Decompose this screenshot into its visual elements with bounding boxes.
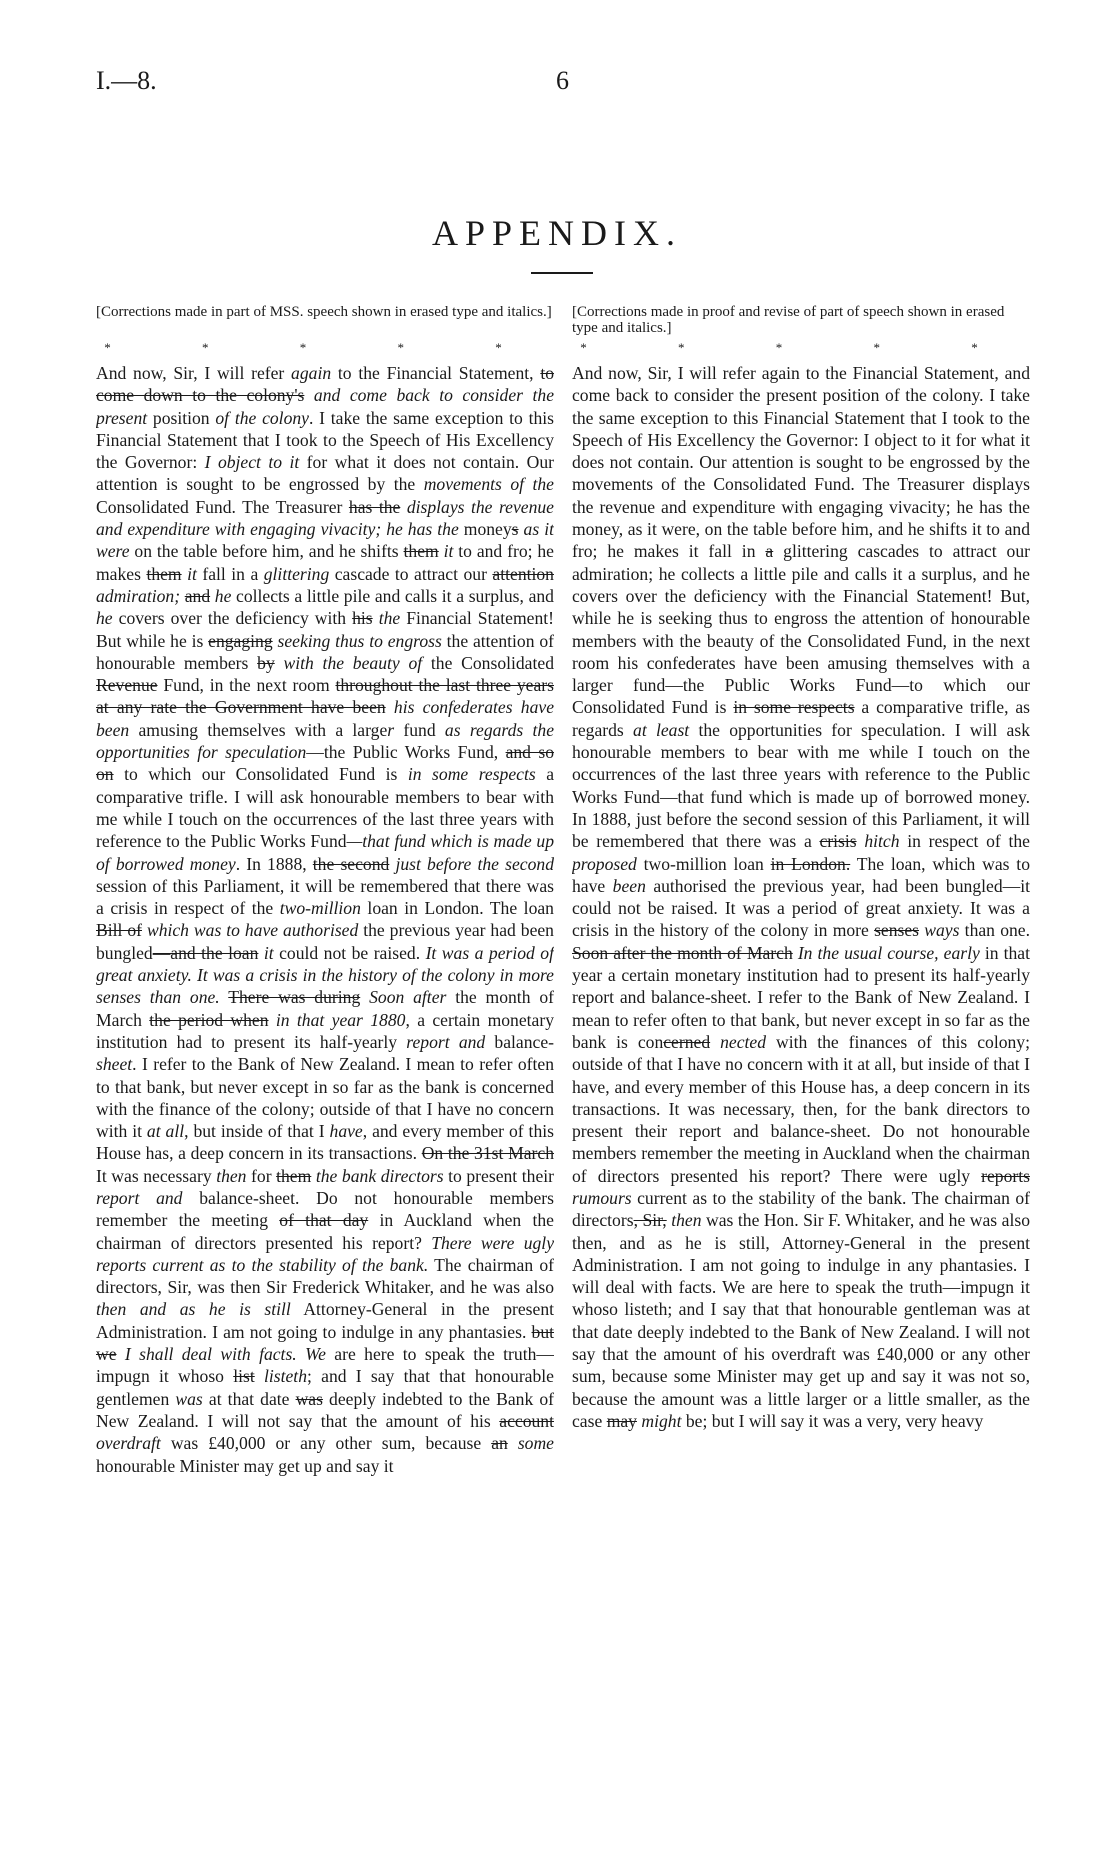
speech-text-segment: for bbox=[246, 1165, 277, 1186]
speech-text-segment: the Consolidated bbox=[422, 652, 554, 673]
italic-correction: he bbox=[96, 608, 113, 629]
italic-correction: and come back to consider the present bbox=[96, 385, 554, 428]
erased-text: Revenue bbox=[96, 675, 158, 696]
speech-text-segment bbox=[117, 1344, 125, 1364]
erased-text: his bbox=[352, 608, 373, 629]
italic-correction: was bbox=[175, 1388, 203, 1409]
italic-correction: rumours bbox=[572, 1187, 632, 1208]
italic-correction: his confederates have been bbox=[96, 697, 554, 740]
speech-text-segment: Financial Statement! But while he is bbox=[96, 608, 554, 651]
erased-text: senses bbox=[874, 920, 920, 941]
italic-correction: been bbox=[612, 875, 646, 896]
speech-text-segment: position bbox=[147, 407, 216, 428]
speech-text-segment: in that year a certain monetary institution had to present its half-yearly report and balance-sheet. I refer to the Bank of New Zealand. I mean to refer often to that bank, but never except in so far as the bank is con bbox=[572, 942, 1030, 1052]
speech-text-segment: . I refer to the Bank of New Zealand. I mean to refer often to that bank, but never except in so far as the bank is concerned with the finance of the colony; outside of that I have no concern with it bbox=[96, 1054, 554, 1142]
title-rule bbox=[531, 272, 593, 274]
italic-correction: nected bbox=[720, 1031, 767, 1052]
italic-correction: at all bbox=[146, 1121, 185, 1142]
speech-text-segment: Fund, in the next room bbox=[157, 675, 336, 696]
italic-correction: report and bbox=[96, 1187, 183, 1208]
erased-text: engaging bbox=[208, 630, 273, 651]
italic-correction: In the usual course, early bbox=[797, 942, 980, 963]
speech-text-segment: , and every member of this House has, a deep concern in its transactions. bbox=[96, 1121, 554, 1164]
erased-text: list bbox=[233, 1366, 255, 1387]
speech-text-segment: fall in a bbox=[196, 563, 264, 584]
erased-text: the second bbox=[312, 853, 390, 874]
speech-text-segment: current as to the stability of the bank. The chairman of directors bbox=[572, 1187, 1030, 1231]
speech-text-segment bbox=[360, 987, 369, 1007]
speech-text-segment: loan in London. The loan bbox=[360, 898, 554, 919]
italic-correction: Soon after bbox=[369, 987, 447, 1008]
italic-correction: It was a period of great anxiety. It was a crisis in the history of the colony in more senses than one. bbox=[96, 942, 554, 1008]
erased-text: them bbox=[276, 1165, 312, 1186]
erased-text: has the bbox=[348, 496, 401, 517]
erased-text: attention bbox=[492, 563, 554, 584]
appendix-title: APPENDIX. bbox=[431, 213, 682, 253]
italic-correction: r bbox=[387, 719, 395, 740]
erased-text: account bbox=[499, 1410, 554, 1431]
erased-text: in London. bbox=[770, 853, 851, 874]
speech-text-segment: . I take the same exception to this Financial Statement that I took to the Speech of His Excellency the Governor: bbox=[96, 407, 554, 473]
italic-correction: hitch bbox=[864, 831, 900, 852]
speech-text-segment: in respect of the bbox=[899, 831, 1030, 852]
speech-text-segment bbox=[220, 987, 229, 1007]
speech-text-segment: was the Hon. Sir F. Whitaker, and he was also then, and as he is still, Attorney-General in the present Administration. I am not going to indulge in any phantasies. I will deal with facts. We are here to speak the truth—impugn it whoso listeth; and I say that that honourable gentleman was at that date deeply indebted to the Bank of New Zealand. I will not say that the amount of his overdraft was £40,000 or any other sum, because some Minister may get up and say it was not so, because the amount was a little larger or a little smaller, as the case bbox=[572, 1210, 1030, 1431]
speech-text-segment: the opportunities for speculation. I will ask honourable members to bear with me while I touch on the occurrences of the last three years with reference to the Public Works Fund—that fund which is made up of borrowed money. In 1888, just before the second session of this Parliament, it will be remembered that there was a bbox=[572, 719, 1030, 852]
italic-correction: in that year 1880 bbox=[275, 1009, 406, 1030]
erased-text: Soon after the month of March bbox=[572, 942, 793, 963]
italic-correction: as regards the opportunities for speculation bbox=[96, 719, 554, 763]
speech-text-segment: to which our Consolidated Fund is bbox=[113, 764, 408, 785]
italic-correction: at least bbox=[633, 719, 690, 740]
italic-correction: in some respects bbox=[407, 764, 536, 785]
speech-text-segment: in Auckland when the chairman of directors presented his report? bbox=[96, 1210, 554, 1253]
speech-text-segment: a comparative trifle. I will ask honourable members to bear with me while I touch on the occurrences of the last three years with reference to the Public Works Fund bbox=[96, 764, 554, 852]
erased-text: of that day bbox=[279, 1210, 369, 1231]
speech-text-segment: the month of March bbox=[96, 987, 554, 1030]
erased-text: but we bbox=[96, 1321, 554, 1365]
speech-text-segment: It was necessary bbox=[96, 1165, 217, 1186]
right-column-asterisks: * * * * * bbox=[580, 340, 1022, 355]
italic-correction: have bbox=[329, 1121, 363, 1142]
italic-correction: ways bbox=[924, 920, 960, 941]
speech-text-segment: could not be raised. bbox=[273, 942, 426, 963]
italic-correction: might bbox=[641, 1410, 682, 1431]
italic-correction: with the beauty of bbox=[283, 652, 423, 673]
erased-text: —and the loan bbox=[152, 942, 259, 963]
italic-correction: overdraft bbox=[96, 1433, 161, 1454]
italic-correction: it bbox=[187, 563, 197, 584]
speech-text-segment: collects a little pile and calls it a surplus, and bbox=[231, 585, 554, 606]
speech-text-segment: two-million loan bbox=[636, 853, 771, 874]
erased-text: a bbox=[765, 541, 774, 562]
speech-text-segment: glittering cascades to attract our admiration; he collects a little pile and calls it a surplus, and he covers over the deficiency with the Financial Statement! But, while he is seeking thus to engross the attention of honourable members with the beauty of the Consolidated Fund, in the next room his confederates have been amusing themselves with a larger fund—the Public Works Fund—to which our Consolidated Fund is bbox=[572, 541, 1030, 718]
erased-text: the period when bbox=[149, 1009, 269, 1030]
erased-text: Bill of bbox=[96, 920, 142, 941]
left-column-asterisks: * * * * * bbox=[104, 340, 546, 355]
italic-correction: movements of the bbox=[423, 474, 554, 495]
right-column-note: [Corrections made in proof and revise of part of speech shown in erased type and italics.] bbox=[572, 304, 1005, 336]
speech-text-segment: are here to speak the truth—impugn it whoso bbox=[96, 1344, 554, 1387]
speech-text-segment: the previous year had been bungled bbox=[96, 920, 554, 963]
erased-text: reports bbox=[981, 1165, 1030, 1186]
erased-text: On the 31st March bbox=[421, 1143, 554, 1164]
italic-correction: as it were bbox=[96, 519, 554, 562]
italic-correction: it bbox=[443, 541, 454, 562]
erased-text: throughout the last three years at any rate the Government have been bbox=[96, 675, 554, 718]
italic-correction: just before the second bbox=[395, 853, 554, 874]
page-number: 6 bbox=[556, 66, 569, 95]
speech-text-segment: money bbox=[458, 519, 512, 540]
erased-text: s bbox=[511, 519, 519, 540]
italic-correction: proposed bbox=[572, 853, 637, 874]
speech-text-segment bbox=[275, 653, 284, 673]
erased-text: There was during bbox=[228, 987, 361, 1008]
speech-text-segment: And now, Sir, I will refer bbox=[96, 363, 292, 383]
speech-text-segment bbox=[508, 1433, 518, 1453]
right-column-proof-speech bbox=[572, 304, 1030, 1816]
italic-correction: then bbox=[216, 1165, 247, 1186]
erased-text: by bbox=[257, 652, 275, 673]
speech-text-segment: , a certain monetary institution had to present its half-yearly bbox=[96, 1009, 554, 1052]
speech-text-segment bbox=[304, 385, 314, 405]
erased-text: cerned bbox=[663, 1031, 711, 1052]
italic-correction: There were ugly reports current as to the stability of the bank. bbox=[96, 1232, 554, 1275]
speech-text-segment bbox=[255, 1366, 264, 1386]
speech-text-segment: . In 1888, bbox=[235, 853, 313, 874]
speech-text-segment: than one. bbox=[959, 920, 1030, 941]
speech-text-segment: on the table before him, and he shifts bbox=[129, 541, 404, 562]
erased-text: and so on bbox=[96, 742, 554, 785]
speech-text-segment: ; and I say that that honourable gentlemen bbox=[96, 1366, 554, 1409]
erased-text: them bbox=[146, 563, 182, 584]
parliamentary-paper-reference: I.—8. bbox=[96, 66, 157, 95]
speech-text-segment: Attorney-General in the present Administration. I am not going to indulge in any phantasies. bbox=[96, 1299, 554, 1342]
erased-text: was bbox=[295, 1388, 323, 1409]
italic-correction: the bank directors bbox=[315, 1165, 444, 1186]
italic-correction: which was to have authorised bbox=[146, 920, 359, 941]
speech-text-segment: honourable Minister may get up and say it bbox=[96, 1455, 394, 1476]
italic-correction: I object to it bbox=[204, 452, 300, 473]
speech-text-segment: be; but I will say it was a very, very heavy bbox=[681, 1410, 984, 1431]
erased-text: may bbox=[606, 1410, 637, 1431]
italic-correction: admiration; bbox=[96, 585, 181, 606]
speech-text-segment: to and fro; he makes bbox=[96, 541, 554, 584]
italic-correction: the bbox=[378, 608, 401, 629]
speech-text-segment: —the Public Works Fund, bbox=[306, 742, 506, 763]
italic-correction: displays the revenue and expenditure with engaging vivacity; he has the bbox=[96, 496, 554, 540]
italic-correction: seeking thus to engross bbox=[277, 630, 442, 651]
speech-text-segment: Consolidated Fund. The Treasurer bbox=[96, 496, 349, 517]
erased-text: in some respects bbox=[733, 697, 855, 718]
speech-text-segment: cascade to attract our bbox=[329, 563, 493, 584]
speech-text-segment: covers over the deficiency with bbox=[112, 608, 353, 629]
speech-text-segment bbox=[269, 1010, 276, 1030]
italic-correction: glittering bbox=[263, 563, 330, 584]
speech-text-segment: balance- bbox=[485, 1031, 554, 1052]
italic-correction: he bbox=[214, 585, 232, 606]
speech-text-segment: fund bbox=[394, 719, 445, 740]
speech-text-segment: session of this Parliament, it will be remembered that there was a crisis in respect of the bbox=[96, 875, 554, 919]
italic-correction: of the colony bbox=[215, 407, 309, 428]
italic-correction: it bbox=[263, 942, 274, 963]
left-column-mss-speech bbox=[96, 304, 554, 1816]
speech-text-segment: deeply indebted to the Bank of New Zealand. I will not say that the amount of his bbox=[96, 1388, 554, 1431]
speech-text-segment bbox=[710, 1032, 720, 1052]
left-column-speech-text bbox=[96, 362, 554, 1816]
left-column-note: [Corrections made in part of MSS. speech shown in erased type and italics.] bbox=[96, 304, 552, 320]
speech-text-segment: was £40,000 or any other sum, because bbox=[160, 1433, 492, 1454]
speech-text-segment: amusing themselves with a large bbox=[129, 719, 388, 740]
italic-correction: again bbox=[291, 363, 332, 383]
erased-text: an bbox=[491, 1433, 508, 1454]
speech-text-segment: to present their bbox=[443, 1165, 554, 1186]
italic-correction: some bbox=[517, 1433, 554, 1454]
italic-correction: then bbox=[671, 1210, 702, 1231]
italic-correction: listeth bbox=[263, 1366, 307, 1387]
speech-text-segment: The loan, which was to have bbox=[572, 853, 1030, 896]
speech-text-segment: , but inside of that I bbox=[184, 1121, 330, 1142]
speech-text-segment: with the finances of this colony; outside of that I have no concern with it at all, but inside of that I have, and every member of this House has, a deep concern in its transactions. It was necessary, then, for the bank directors to present their report and balance-sheet. Do not honourable members remember the meeting in Auckland when the chairman of directors presented his report? There were ugly bbox=[572, 1031, 1030, 1186]
speech-text-segment: And now, Sir, I will refer again to the Financial Statement, and come back to consider the present position of the colony. I take the same exception to this Financial Statement that I took to the Speech of His Excellency the Governor: I object to it for what it does not contain. Our attention is sought to be engrossed by the movements of the Consolidated Fund. The Treasurer displays the revenue and expenditure with engaging vivacity; he has the money, as it were, on the table before him, and he shifts it to and fro; he makes it fall in bbox=[572, 363, 1030, 562]
speech-text-segment: The chairman of directors, Sir, was then Sir Frederick Whitaker, and he was also bbox=[96, 1254, 554, 1298]
erased-text: crisis bbox=[819, 831, 857, 852]
erased-text: and bbox=[184, 585, 211, 606]
italic-correction: I shall deal with facts. We bbox=[124, 1344, 326, 1365]
speech-text-segment: at that date bbox=[202, 1388, 296, 1409]
erased-text: , Sir, bbox=[633, 1210, 667, 1231]
erased-text: to come down to the colony's bbox=[96, 363, 554, 406]
speech-text-segment: balance-sheet. Do not honourable members remember the meeting bbox=[96, 1187, 554, 1231]
speech-text-segment: for what it does not contain. Our attention is sought to be engrossed by the bbox=[96, 452, 554, 495]
speech-text-segment: the attention of honourable members bbox=[96, 630, 554, 673]
italic-correction: —that fund which is made up of borrowed money bbox=[96, 831, 554, 874]
right-column-speech-text bbox=[572, 362, 1030, 1816]
italic-correction: report and bbox=[406, 1031, 486, 1052]
erased-text: them bbox=[403, 541, 439, 562]
speech-text-segment: a comparative trifle, as regards bbox=[572, 697, 1030, 740]
italic-correction: then and as he is still bbox=[96, 1299, 291, 1320]
speech-text-segment: to the Financial Statement, bbox=[331, 363, 541, 383]
italic-correction: two-million bbox=[279, 898, 361, 919]
speech-text-segment: authorised the previous year, had been bungled—it could not be raised. It was a period of great anxiety. It was a crisis in the history of the colony in more bbox=[572, 875, 1030, 941]
page-header bbox=[96, 66, 1018, 106]
italic-correction: sheet bbox=[96, 1054, 133, 1075]
speech-text-segment bbox=[386, 697, 394, 717]
